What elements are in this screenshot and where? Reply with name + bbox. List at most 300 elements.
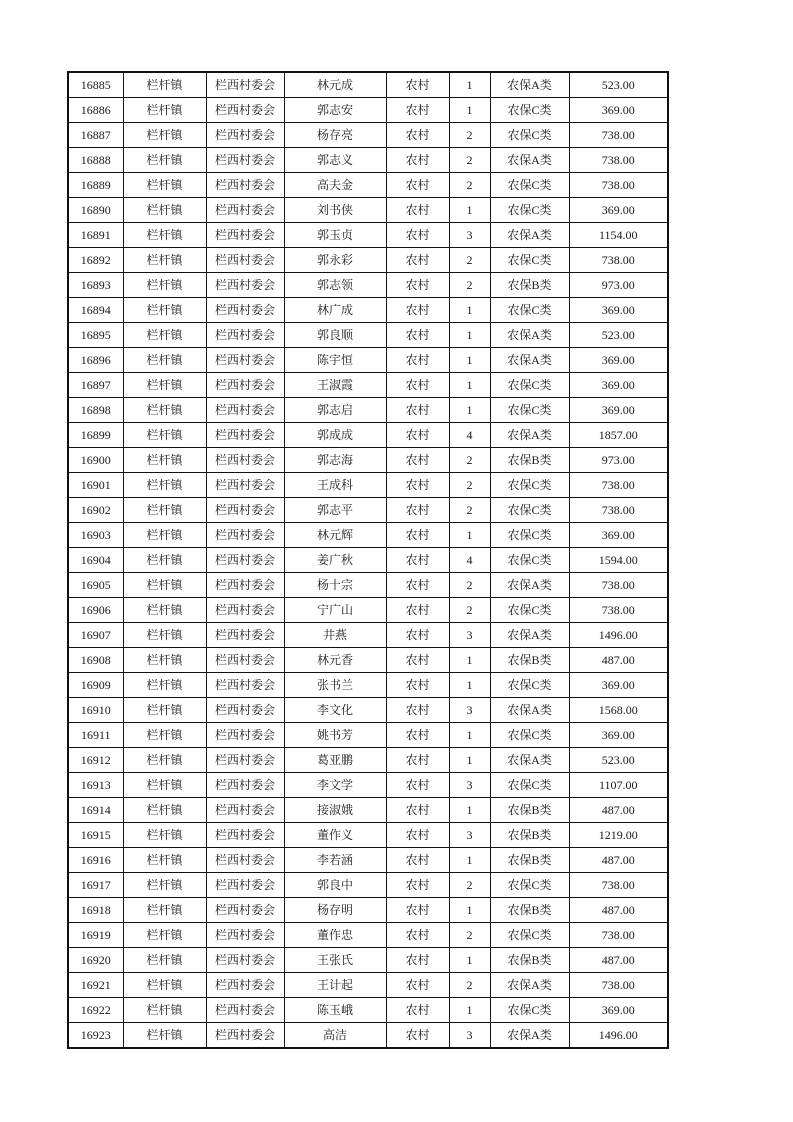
cell-town: 栏杆镇 — [123, 523, 206, 548]
cell-village-committee: 栏西村委会 — [206, 648, 284, 673]
cell-insurance-category: 农保B类 — [490, 848, 569, 873]
cell-insurance-category: 农保C类 — [490, 873, 569, 898]
cell-residence-type: 农村 — [386, 773, 449, 798]
cell-residence-type: 农村 — [386, 648, 449, 673]
cell-serial-number: 16898 — [68, 398, 123, 423]
cell-serial-number: 16901 — [68, 473, 123, 498]
cell-amount: 369.00 — [569, 98, 668, 123]
cell-serial-number: 16893 — [68, 273, 123, 298]
cell-village-committee: 栏西村委会 — [206, 798, 284, 823]
cell-amount: 523.00 — [569, 323, 668, 348]
cell-serial-number: 16889 — [68, 173, 123, 198]
cell-insurance-category: 农保B类 — [490, 948, 569, 973]
table-row — [68, 648, 668, 673]
cell-person-count: 1 — [449, 648, 490, 673]
cell-amount: 738.00 — [569, 248, 668, 273]
cell-person-count: 2 — [449, 273, 490, 298]
cell-residence-type: 农村 — [386, 323, 449, 348]
cell-person-count: 4 — [449, 423, 490, 448]
cell-person-name: 杨存明 — [284, 898, 386, 923]
cell-amount: 738.00 — [569, 173, 668, 198]
cell-insurance-category: 农保A类 — [490, 423, 569, 448]
cell-town: 栏杆镇 — [123, 123, 206, 148]
table-row — [68, 623, 668, 648]
cell-residence-type: 农村 — [386, 72, 449, 98]
table-row — [68, 348, 668, 373]
cell-person-count: 1 — [449, 748, 490, 773]
cell-insurance-category: 农保B类 — [490, 898, 569, 923]
cell-person-name: 张书兰 — [284, 673, 386, 698]
cell-person-name: 郭志启 — [284, 398, 386, 423]
cell-person-name: 郭志义 — [284, 148, 386, 173]
cell-person-name: 林元成 — [284, 72, 386, 98]
cell-town: 栏杆镇 — [123, 148, 206, 173]
cell-person-name: 郭志平 — [284, 498, 386, 523]
cell-insurance-category: 农保B类 — [490, 273, 569, 298]
table-row — [68, 298, 668, 323]
cell-village-committee: 栏西村委会 — [206, 523, 284, 548]
cell-serial-number: 16915 — [68, 823, 123, 848]
cell-town: 栏杆镇 — [123, 723, 206, 748]
cell-amount: 738.00 — [569, 973, 668, 998]
cell-residence-type: 农村 — [386, 748, 449, 773]
cell-village-committee: 栏西村委会 — [206, 323, 284, 348]
cell-serial-number: 16899 — [68, 423, 123, 448]
cell-town: 栏杆镇 — [123, 998, 206, 1023]
cell-person-count: 2 — [449, 973, 490, 998]
cell-insurance-category: 农保C类 — [490, 498, 569, 523]
payment-roster-table — [67, 71, 669, 1049]
cell-town: 栏杆镇 — [123, 873, 206, 898]
cell-serial-number: 16920 — [68, 948, 123, 973]
cell-person-name: 刘书侠 — [284, 198, 386, 223]
cell-amount: 738.00 — [569, 123, 668, 148]
cell-town: 栏杆镇 — [123, 973, 206, 998]
cell-insurance-category: 农保A类 — [490, 573, 569, 598]
cell-insurance-category: 农保C类 — [490, 523, 569, 548]
cell-residence-type: 农村 — [386, 573, 449, 598]
cell-town: 栏杆镇 — [123, 348, 206, 373]
cell-village-committee: 栏西村委会 — [206, 198, 284, 223]
cell-person-count: 1 — [449, 72, 490, 98]
cell-town: 栏杆镇 — [123, 823, 206, 848]
cell-insurance-category: 农保C类 — [490, 248, 569, 273]
cell-residence-type: 农村 — [386, 973, 449, 998]
cell-amount: 1857.00 — [569, 423, 668, 448]
cell-residence-type: 农村 — [386, 223, 449, 248]
cell-insurance-category: 农保C类 — [490, 123, 569, 148]
cell-town: 栏杆镇 — [123, 598, 206, 623]
cell-residence-type: 农村 — [386, 198, 449, 223]
cell-amount: 1154.00 — [569, 223, 668, 248]
cell-town: 栏杆镇 — [123, 398, 206, 423]
cell-insurance-category: 农保C类 — [490, 598, 569, 623]
cell-amount: 738.00 — [569, 598, 668, 623]
cell-town: 栏杆镇 — [123, 448, 206, 473]
cell-amount: 523.00 — [569, 748, 668, 773]
table-row — [68, 798, 668, 823]
cell-residence-type: 农村 — [386, 998, 449, 1023]
cell-person-count: 2 — [449, 123, 490, 148]
cell-serial-number: 16895 — [68, 323, 123, 348]
cell-village-committee: 栏西村委会 — [206, 498, 284, 523]
cell-serial-number: 16919 — [68, 923, 123, 948]
table-row — [68, 548, 668, 573]
table-row — [68, 498, 668, 523]
cell-serial-number: 16896 — [68, 348, 123, 373]
cell-village-committee: 栏西村委会 — [206, 223, 284, 248]
cell-insurance-category: 农保A类 — [490, 748, 569, 773]
cell-person-count: 2 — [449, 498, 490, 523]
cell-insurance-category: 农保C类 — [490, 373, 569, 398]
cell-person-count: 1 — [449, 198, 490, 223]
cell-insurance-category: 农保A类 — [490, 223, 569, 248]
cell-village-committee: 栏西村委会 — [206, 173, 284, 198]
cell-amount: 369.00 — [569, 998, 668, 1023]
cell-serial-number: 16917 — [68, 873, 123, 898]
cell-amount: 738.00 — [569, 923, 668, 948]
table-row — [68, 673, 668, 698]
cell-person-name: 姜广秋 — [284, 548, 386, 573]
cell-village-committee: 栏西村委会 — [206, 373, 284, 398]
cell-village-committee: 栏西村委会 — [206, 398, 284, 423]
cell-person-name: 郭良顺 — [284, 323, 386, 348]
cell-serial-number: 16914 — [68, 798, 123, 823]
cell-village-committee: 栏西村委会 — [206, 98, 284, 123]
cell-amount: 369.00 — [569, 348, 668, 373]
cell-amount: 738.00 — [569, 873, 668, 898]
table-row — [68, 373, 668, 398]
cell-residence-type: 农村 — [386, 898, 449, 923]
cell-town: 栏杆镇 — [123, 1023, 206, 1049]
roster-table-body — [68, 72, 668, 1048]
cell-amount: 1219.00 — [569, 823, 668, 848]
table-row — [68, 1023, 668, 1049]
cell-village-committee: 栏西村委会 — [206, 723, 284, 748]
cell-amount: 369.00 — [569, 373, 668, 398]
cell-residence-type: 农村 — [386, 798, 449, 823]
cell-village-committee: 栏西村委会 — [206, 748, 284, 773]
cell-town: 栏杆镇 — [123, 98, 206, 123]
cell-person-name: 林元辉 — [284, 523, 386, 548]
cell-amount: 738.00 — [569, 573, 668, 598]
cell-town: 栏杆镇 — [123, 72, 206, 98]
cell-person-count: 2 — [449, 598, 490, 623]
cell-village-committee: 栏西村委会 — [206, 573, 284, 598]
cell-person-name: 林元香 — [284, 648, 386, 673]
cell-residence-type: 农村 — [386, 148, 449, 173]
table-row — [68, 273, 668, 298]
cell-residence-type: 农村 — [386, 423, 449, 448]
cell-person-name: 李文学 — [284, 773, 386, 798]
cell-person-count: 3 — [449, 698, 490, 723]
cell-insurance-category: 农保B类 — [490, 823, 569, 848]
cell-serial-number: 16922 — [68, 998, 123, 1023]
cell-residence-type: 农村 — [386, 498, 449, 523]
table-row — [68, 723, 668, 748]
cell-serial-number: 16912 — [68, 748, 123, 773]
cell-insurance-category: 农保A类 — [490, 623, 569, 648]
cell-residence-type: 农村 — [386, 673, 449, 698]
cell-insurance-category: 农保B类 — [490, 798, 569, 823]
cell-town: 栏杆镇 — [123, 498, 206, 523]
cell-person-name: 李若涵 — [284, 848, 386, 873]
cell-insurance-category: 农保B类 — [490, 448, 569, 473]
table-row — [68, 523, 668, 548]
table-row — [68, 598, 668, 623]
table-row — [68, 873, 668, 898]
cell-village-committee: 栏西村委会 — [206, 448, 284, 473]
cell-insurance-category: 农保C类 — [490, 198, 569, 223]
cell-village-committee: 栏西村委会 — [206, 548, 284, 573]
cell-person-count: 1 — [449, 298, 490, 323]
cell-village-committee: 栏西村委会 — [206, 348, 284, 373]
cell-person-count: 1 — [449, 898, 490, 923]
cell-serial-number: 16918 — [68, 898, 123, 923]
cell-person-count: 1 — [449, 848, 490, 873]
cell-amount: 738.00 — [569, 148, 668, 173]
cell-amount: 738.00 — [569, 473, 668, 498]
table-row — [68, 748, 668, 773]
cell-person-name: 郭志海 — [284, 448, 386, 473]
table-row — [68, 473, 668, 498]
table-row — [68, 148, 668, 173]
cell-person-name: 林广成 — [284, 298, 386, 323]
cell-residence-type: 农村 — [386, 473, 449, 498]
cell-residence-type: 农村 — [386, 398, 449, 423]
cell-town: 栏杆镇 — [123, 248, 206, 273]
cell-insurance-category: 农保A类 — [490, 698, 569, 723]
cell-town: 栏杆镇 — [123, 173, 206, 198]
cell-person-count: 4 — [449, 548, 490, 573]
cell-village-committee: 栏西村委会 — [206, 123, 284, 148]
cell-person-name: 郭志领 — [284, 273, 386, 298]
cell-person-count: 3 — [449, 823, 490, 848]
cell-residence-type: 农村 — [386, 823, 449, 848]
table-row — [68, 248, 668, 273]
cell-serial-number: 16886 — [68, 98, 123, 123]
cell-serial-number: 16892 — [68, 248, 123, 273]
cell-person-count: 3 — [449, 1023, 490, 1049]
cell-village-committee: 栏西村委会 — [206, 473, 284, 498]
cell-village-committee: 栏西村委会 — [206, 898, 284, 923]
cell-person-count: 2 — [449, 573, 490, 598]
cell-residence-type: 农村 — [386, 598, 449, 623]
cell-residence-type: 农村 — [386, 348, 449, 373]
cell-village-committee: 栏西村委会 — [206, 273, 284, 298]
cell-village-committee: 栏西村委会 — [206, 598, 284, 623]
cell-town: 栏杆镇 — [123, 798, 206, 823]
cell-village-committee: 栏西村委会 — [206, 773, 284, 798]
cell-insurance-category: 农保A类 — [490, 148, 569, 173]
cell-amount: 1107.00 — [569, 773, 668, 798]
cell-serial-number: 16897 — [68, 373, 123, 398]
cell-person-count: 2 — [449, 173, 490, 198]
table-row — [68, 973, 668, 998]
cell-town: 栏杆镇 — [123, 623, 206, 648]
cell-person-name: 高洁 — [284, 1023, 386, 1049]
cell-amount: 1496.00 — [569, 1023, 668, 1049]
cell-village-committee: 栏西村委会 — [206, 823, 284, 848]
table-row — [68, 823, 668, 848]
cell-town: 栏杆镇 — [123, 848, 206, 873]
cell-person-count: 1 — [449, 723, 490, 748]
cell-residence-type: 农村 — [386, 698, 449, 723]
cell-village-committee: 栏西村委会 — [206, 1023, 284, 1049]
cell-serial-number: 16907 — [68, 623, 123, 648]
cell-village-committee: 栏西村委会 — [206, 72, 284, 98]
cell-town: 栏杆镇 — [123, 673, 206, 698]
cell-person-count: 3 — [449, 773, 490, 798]
cell-insurance-category: 农保C类 — [490, 773, 569, 798]
cell-person-count: 2 — [449, 248, 490, 273]
table-row — [68, 198, 668, 223]
cell-person-count: 1 — [449, 948, 490, 973]
cell-serial-number: 16891 — [68, 223, 123, 248]
cell-insurance-category: 农保C类 — [490, 998, 569, 1023]
cell-serial-number: 16887 — [68, 123, 123, 148]
table-row — [68, 773, 668, 798]
cell-village-committee: 栏西村委会 — [206, 623, 284, 648]
cell-residence-type: 农村 — [386, 98, 449, 123]
cell-residence-type: 农村 — [386, 948, 449, 973]
table-row — [68, 398, 668, 423]
cell-amount: 369.00 — [569, 723, 668, 748]
cell-amount: 369.00 — [569, 398, 668, 423]
table-row — [68, 123, 668, 148]
cell-insurance-category: 农保A类 — [490, 348, 569, 373]
table-row — [68, 698, 668, 723]
cell-person-count: 1 — [449, 798, 490, 823]
cell-amount: 487.00 — [569, 798, 668, 823]
cell-serial-number: 16916 — [68, 848, 123, 873]
cell-insurance-category: 农保C类 — [490, 98, 569, 123]
cell-insurance-category: 农保C类 — [490, 548, 569, 573]
cell-town: 栏杆镇 — [123, 773, 206, 798]
cell-residence-type: 农村 — [386, 523, 449, 548]
cell-person-name: 董作义 — [284, 823, 386, 848]
table-row — [68, 423, 668, 448]
table-row — [68, 323, 668, 348]
cell-village-committee: 栏西村委会 — [206, 248, 284, 273]
cell-person-name: 姚书芳 — [284, 723, 386, 748]
table-row — [68, 898, 668, 923]
table-row — [68, 223, 668, 248]
cell-person-name: 郭良中 — [284, 873, 386, 898]
cell-town: 栏杆镇 — [123, 548, 206, 573]
cell-serial-number: 16900 — [68, 448, 123, 473]
table-row — [68, 573, 668, 598]
cell-residence-type: 农村 — [386, 873, 449, 898]
cell-person-count: 2 — [449, 873, 490, 898]
cell-village-committee: 栏西村委会 — [206, 698, 284, 723]
cell-serial-number: 16888 — [68, 148, 123, 173]
cell-village-committee: 栏西村委会 — [206, 873, 284, 898]
cell-person-name: 接淑娥 — [284, 798, 386, 823]
cell-town: 栏杆镇 — [123, 198, 206, 223]
cell-village-committee: 栏西村委会 — [206, 948, 284, 973]
cell-person-name: 王计起 — [284, 973, 386, 998]
cell-town: 栏杆镇 — [123, 648, 206, 673]
cell-town: 栏杆镇 — [123, 748, 206, 773]
cell-amount: 369.00 — [569, 523, 668, 548]
table-row — [68, 848, 668, 873]
cell-serial-number: 16905 — [68, 573, 123, 598]
cell-person-name: 郭玉贞 — [284, 223, 386, 248]
cell-person-count: 1 — [449, 523, 490, 548]
cell-amount: 1496.00 — [569, 623, 668, 648]
cell-amount: 1594.00 — [569, 548, 668, 573]
cell-village-committee: 栏西村委会 — [206, 298, 284, 323]
cell-person-count: 1 — [449, 673, 490, 698]
cell-person-name: 葛亚鹏 — [284, 748, 386, 773]
cell-person-count: 3 — [449, 623, 490, 648]
cell-town: 栏杆镇 — [123, 923, 206, 948]
cell-town: 栏杆镇 — [123, 948, 206, 973]
cell-insurance-category: 农保A类 — [490, 973, 569, 998]
cell-residence-type: 农村 — [386, 248, 449, 273]
cell-serial-number: 16902 — [68, 498, 123, 523]
cell-residence-type: 农村 — [386, 448, 449, 473]
cell-town: 栏杆镇 — [123, 898, 206, 923]
cell-town: 栏杆镇 — [123, 698, 206, 723]
cell-person-count: 1 — [449, 373, 490, 398]
table-row — [68, 948, 668, 973]
cell-residence-type: 农村 — [386, 273, 449, 298]
table-row — [68, 923, 668, 948]
table-row — [68, 173, 668, 198]
cell-serial-number: 16885 — [68, 72, 123, 98]
cell-serial-number: 16894 — [68, 298, 123, 323]
cell-insurance-category: 农保C类 — [490, 473, 569, 498]
cell-residence-type: 农村 — [386, 298, 449, 323]
cell-residence-type: 农村 — [386, 723, 449, 748]
cell-serial-number: 16913 — [68, 773, 123, 798]
cell-serial-number: 16904 — [68, 548, 123, 573]
cell-insurance-category: 农保C类 — [490, 673, 569, 698]
cell-village-committee: 栏西村委会 — [206, 148, 284, 173]
cell-town: 栏杆镇 — [123, 573, 206, 598]
table-row — [68, 72, 668, 98]
cell-person-name: 王成科 — [284, 473, 386, 498]
cell-village-committee: 栏西村委会 — [206, 848, 284, 873]
cell-town: 栏杆镇 — [123, 373, 206, 398]
table-row — [68, 998, 668, 1023]
cell-person-name: 陈玉峨 — [284, 998, 386, 1023]
cell-person-count: 2 — [449, 448, 490, 473]
cell-residence-type: 农村 — [386, 623, 449, 648]
cell-serial-number: 16903 — [68, 523, 123, 548]
cell-insurance-category: 农保C类 — [490, 398, 569, 423]
cell-amount: 487.00 — [569, 948, 668, 973]
cell-person-name: 宁广山 — [284, 598, 386, 623]
cell-village-committee: 栏西村委会 — [206, 923, 284, 948]
cell-amount: 973.00 — [569, 273, 668, 298]
cell-insurance-category: 农保A类 — [490, 323, 569, 348]
cell-person-count: 1 — [449, 348, 490, 373]
cell-serial-number: 16910 — [68, 698, 123, 723]
cell-person-name: 陈宇恒 — [284, 348, 386, 373]
cell-residence-type: 农村 — [386, 373, 449, 398]
cell-amount: 369.00 — [569, 298, 668, 323]
cell-person-count: 2 — [449, 473, 490, 498]
table-row — [68, 448, 668, 473]
cell-amount: 487.00 — [569, 648, 668, 673]
cell-residence-type: 农村 — [386, 848, 449, 873]
cell-village-committee: 栏西村委会 — [206, 998, 284, 1023]
cell-person-count: 1 — [449, 323, 490, 348]
cell-serial-number: 16890 — [68, 198, 123, 223]
